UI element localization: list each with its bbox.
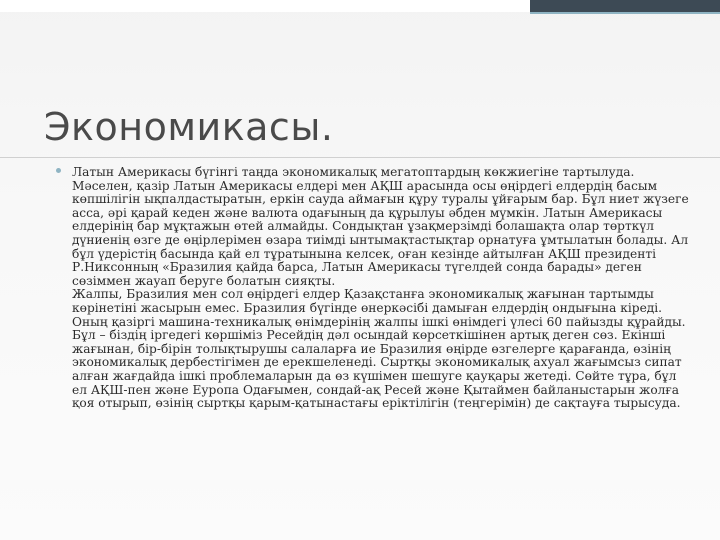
bullet-icon: [56, 168, 61, 173]
top-accent-teal-bar: [530, 12, 720, 14]
slide-title: Экономикасы.: [44, 105, 334, 149]
slide-body-text: Латын Америкасы бүгінгі таңда экономикалық мегатоптардың көкжиегіне тартылуда. Мәселен, қазір Латын Америкасы елдері мен АҚШ арасында осы өңірдегі елдердің басым көпшілігін ықпалдастыратын, еркін сауда аймағын құру туралы ұйғарым бар. Бұл ниет жүзеге асса, әрі қарай кеден және валюта одағының да құрылуы әбден мүмкін. Латын Америкасы елдерінің бар мұқтажын өтей алмайды. Сондықтан ұзақмерзімді болашақта олар төрткүл дүниенің өзге де өңірлерімен өзара тиімді ынтымақтастықтар орнатуға ұмтылатын болады. Ал бұл үдерістің басында қай ел тұратынына келсек, оған кезінде айтылған АҚШ президенті Р.Никсонның «Бразилия қайда барса, Латын Америкасы түгелдей сонда барады» деген сөзіммен жауап беруге болатын сияқты. Жалпы, Бразилия мен сол өңірдегі елдер Қазақстанға экономикалық жағынан тартымды көрінетіні жасырын емес. Бразилия бүгінде өнеркәсібі дамыған елдердің ондығына кіреді. Оның қазіргі машина-техникалық өнімдерінің жалпы ішкі өнімдегі үлесі 60 пайызды құрайды. Бұл – біздің іргедегі көршіміз Ресейдің дәл осындай көрсеткішінен артық деген сөз. Екінші жағынан, бір-бірін толықтырушы салаларға ие Бразилия өңірде өзгелерге қарағанда, өзінің экономикалық дербестігімен де ерекшеленеді. Сыртқы экономикалық ахуал жағымсыз сипат алған жағдайда ішкі проблемаларын да өз күшімен шешуге қауқары жетеді. Сөйте тұра, бұл ел АҚШ-пен және Еуропа Одағымен, сондай-ақ Ресей және Қытаймен байланыстарын жолға қоя отырып, өзінің сыртқы қарым-қатынастағы еріктілігін (теңгерімін) де сақтауға тырысуда.: [72, 165, 689, 411]
top-accent-dark-bar: [530, 0, 720, 12]
title-divider: [0, 157, 720, 158]
